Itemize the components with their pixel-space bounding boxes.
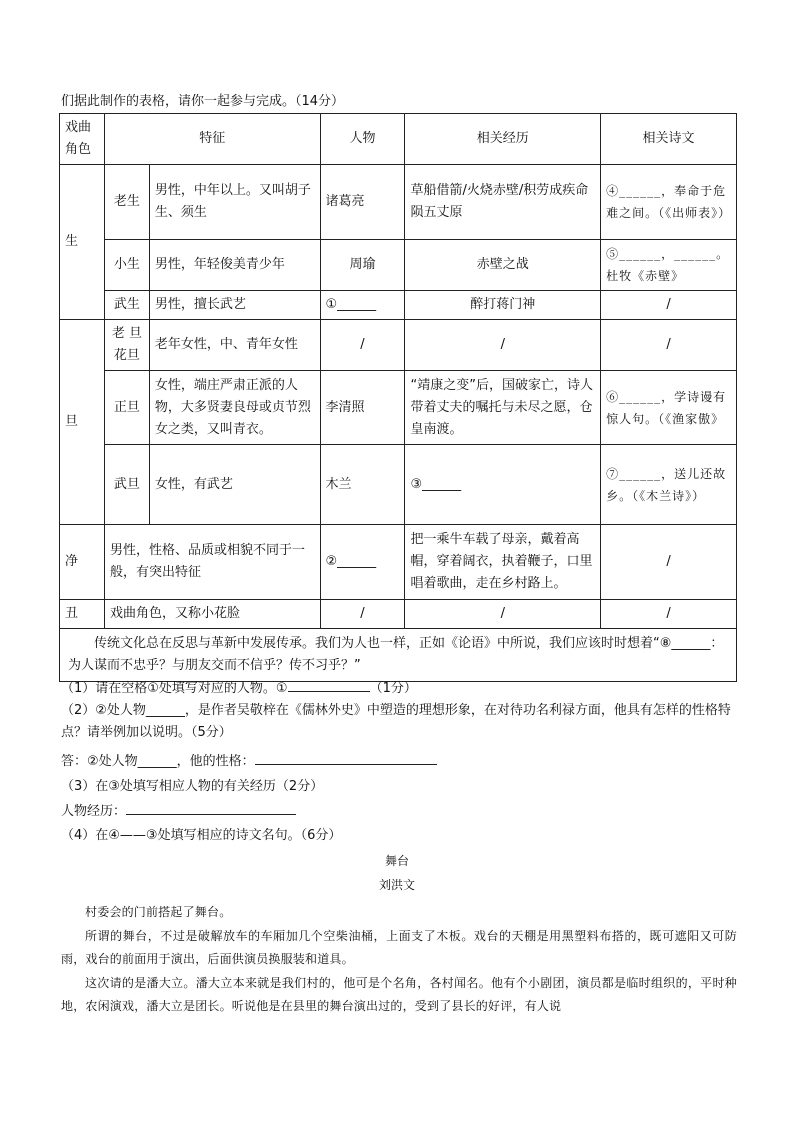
question-2: （2）②处人物______，是作者吴敬梓在《儒林外史》中塑造的理想形象，在对待功名利禄方面，他具有怎样的性格特点？请举例加以说明。（5分） (61, 703, 731, 740)
feature-cell: 女性，有武艺 (149, 445, 320, 525)
note-cell: 传统文化总在反思与革新中发展传承。我们为人也一样，正如《论语》中所说，我们应该时时想着“⑧______：为人谋而不忠乎？与朋友交而不信乎？传不习乎？” (60, 629, 737, 682)
intro-text: 们据此制作的表格，请你一起参与完成。（14分） (61, 94, 345, 109)
subrole-cell: 小生 (104, 240, 149, 291)
person-cell: 诸葛亮 (320, 165, 405, 240)
story-title: 舞台 (384, 854, 409, 868)
subrole-cell: 老生 (104, 165, 149, 240)
person-cell: ①______ (320, 291, 405, 320)
feature-cell: 男性，年轻俊美青少年 (149, 240, 320, 291)
poem-cell: ④______，奉命于危难之间。（《出师表》） (601, 165, 737, 240)
feature-cell: 戏曲角色，又称小花脸 (104, 600, 320, 629)
question-2-answer-text: 答：②处人物______，他的性格： (61, 754, 255, 769)
poem-cell: / (601, 525, 737, 600)
poem-cell: / (601, 291, 737, 320)
experience-cell: ③______ (405, 445, 601, 525)
subrole-cell: 武旦 (104, 445, 149, 525)
story-paragraph: 所谓的舞台，不过是破解放车的车厢加几个空柴油桶，上面支了木板。戏台的天棚是用黑塑料布搭的，既可遮阳又可防雨，戏台的前面用于演出，后面供演员换服装和道具。 (61, 928, 737, 966)
experience-cell: 赤壁之战 (405, 240, 601, 291)
opera-roles-table (59, 113, 737, 682)
answer-blank-3[interactable] (126, 800, 296, 815)
table-header-row (60, 114, 737, 165)
feature-cell: 女性，端庄严肃正派的人物，大多贤妻良母或贞节烈女之类，又叫青衣。 (149, 371, 320, 445)
question-4: （4）在④——③处填写相应的诗文名句。（6分） (61, 828, 342, 843)
experience-cell: 把一乘牛车载了母亲，戴着高帽，穿着阔衣，执着鞭子，口里唱着歌曲，走在乡村路上。 (405, 525, 601, 600)
experience-cell: “靖康之变”后，国破家亡，诗人带着丈夫的嘱托与未尽之愿，仓皇南渡。 (405, 371, 601, 445)
person-cell: ②______ (320, 525, 405, 600)
header-role: 戏曲角色 (60, 114, 105, 165)
feature-cell: 男性，擅长武艺 (149, 291, 320, 320)
answer-blank-1[interactable] (288, 677, 370, 692)
question-1-text: （1）请在空格①处填写对应的人物。① (61, 681, 288, 696)
header-feature: 特征 (104, 114, 320, 165)
subrole-cell: 武生 (104, 291, 149, 320)
feature-cell: 男性，性格、品质或相貌不同于一般，有突出特征 (104, 525, 320, 600)
question-3-answer (61, 800, 296, 823)
poem-cell: ⑤______，______。杜牧《赤壁》 (601, 240, 737, 291)
table-row (60, 371, 737, 445)
table-row (60, 291, 737, 320)
table-row (60, 600, 737, 629)
header-poem: 相关诗文 (601, 114, 737, 165)
poem-cell: ⑥______，学诗谩有惊人句。（《渔家傲》 (601, 371, 737, 445)
experience-cell: / (405, 600, 601, 629)
subrole-cell: 老 旦 花旦 (104, 320, 149, 371)
person-cell: 木兰 (320, 445, 405, 525)
header-person: 人物 (320, 114, 405, 165)
header-experience: 相关经历 (405, 114, 601, 165)
person-cell: / (320, 320, 405, 371)
role-sheng: 生 (60, 165, 105, 320)
question-1 (61, 677, 417, 700)
question-1-score: （1分） (369, 681, 417, 696)
feature-cell: 男性，中年以上。又叫胡子生、须生 (149, 165, 320, 240)
person-cell: 周瑜 (320, 240, 405, 291)
table-row (60, 445, 737, 525)
role-dan: 旦 (60, 320, 105, 525)
question-2-answer (61, 750, 437, 773)
answer-blank-2[interactable] (255, 750, 437, 765)
table-row (60, 525, 737, 600)
question-3-answer-text: 人物经历： (61, 804, 127, 819)
story-paragraph: 这次请的是潘大立。潘大立本来就是我们村的，他可是个名角，各村闻名。他有个小剧团，演员都是临时组织的，平时种地，农闲演戏，潘大立是团长。听说他是在县里的舞台演出过的，受到了县长的好评，有人说 (61, 975, 737, 1013)
subrole-cell: 正旦 (104, 371, 149, 445)
poem-cell: ⑦______，送儿还故乡。（《木兰诗》） (601, 445, 737, 525)
story-paragraph: 村委会的门前搭起了舞台。 (85, 905, 232, 919)
story-author: 刘洪文 (378, 878, 415, 892)
story-body (61, 901, 737, 1019)
table-row (60, 240, 737, 291)
poem-cell: / (601, 600, 737, 629)
role-jing: 净 (60, 525, 105, 600)
table-row (60, 320, 737, 371)
experience-cell: 草船借箭/火烧赤壁/积劳成疾命陨五丈原 (405, 165, 601, 240)
experience-cell: / (405, 320, 601, 371)
role-chou: 丑 (60, 600, 105, 629)
person-cell: 李清照 (320, 371, 405, 445)
table-row (60, 629, 737, 682)
table-row (60, 165, 737, 240)
question-3: （3）在③处填写相应人物的有关经历（2分） (61, 779, 324, 794)
feature-cell: 老年女性，中、青年女性 (149, 320, 320, 371)
poem-cell: / (601, 320, 737, 371)
person-cell: / (320, 600, 405, 629)
experience-cell: 醉打蒋门神 (405, 291, 601, 320)
